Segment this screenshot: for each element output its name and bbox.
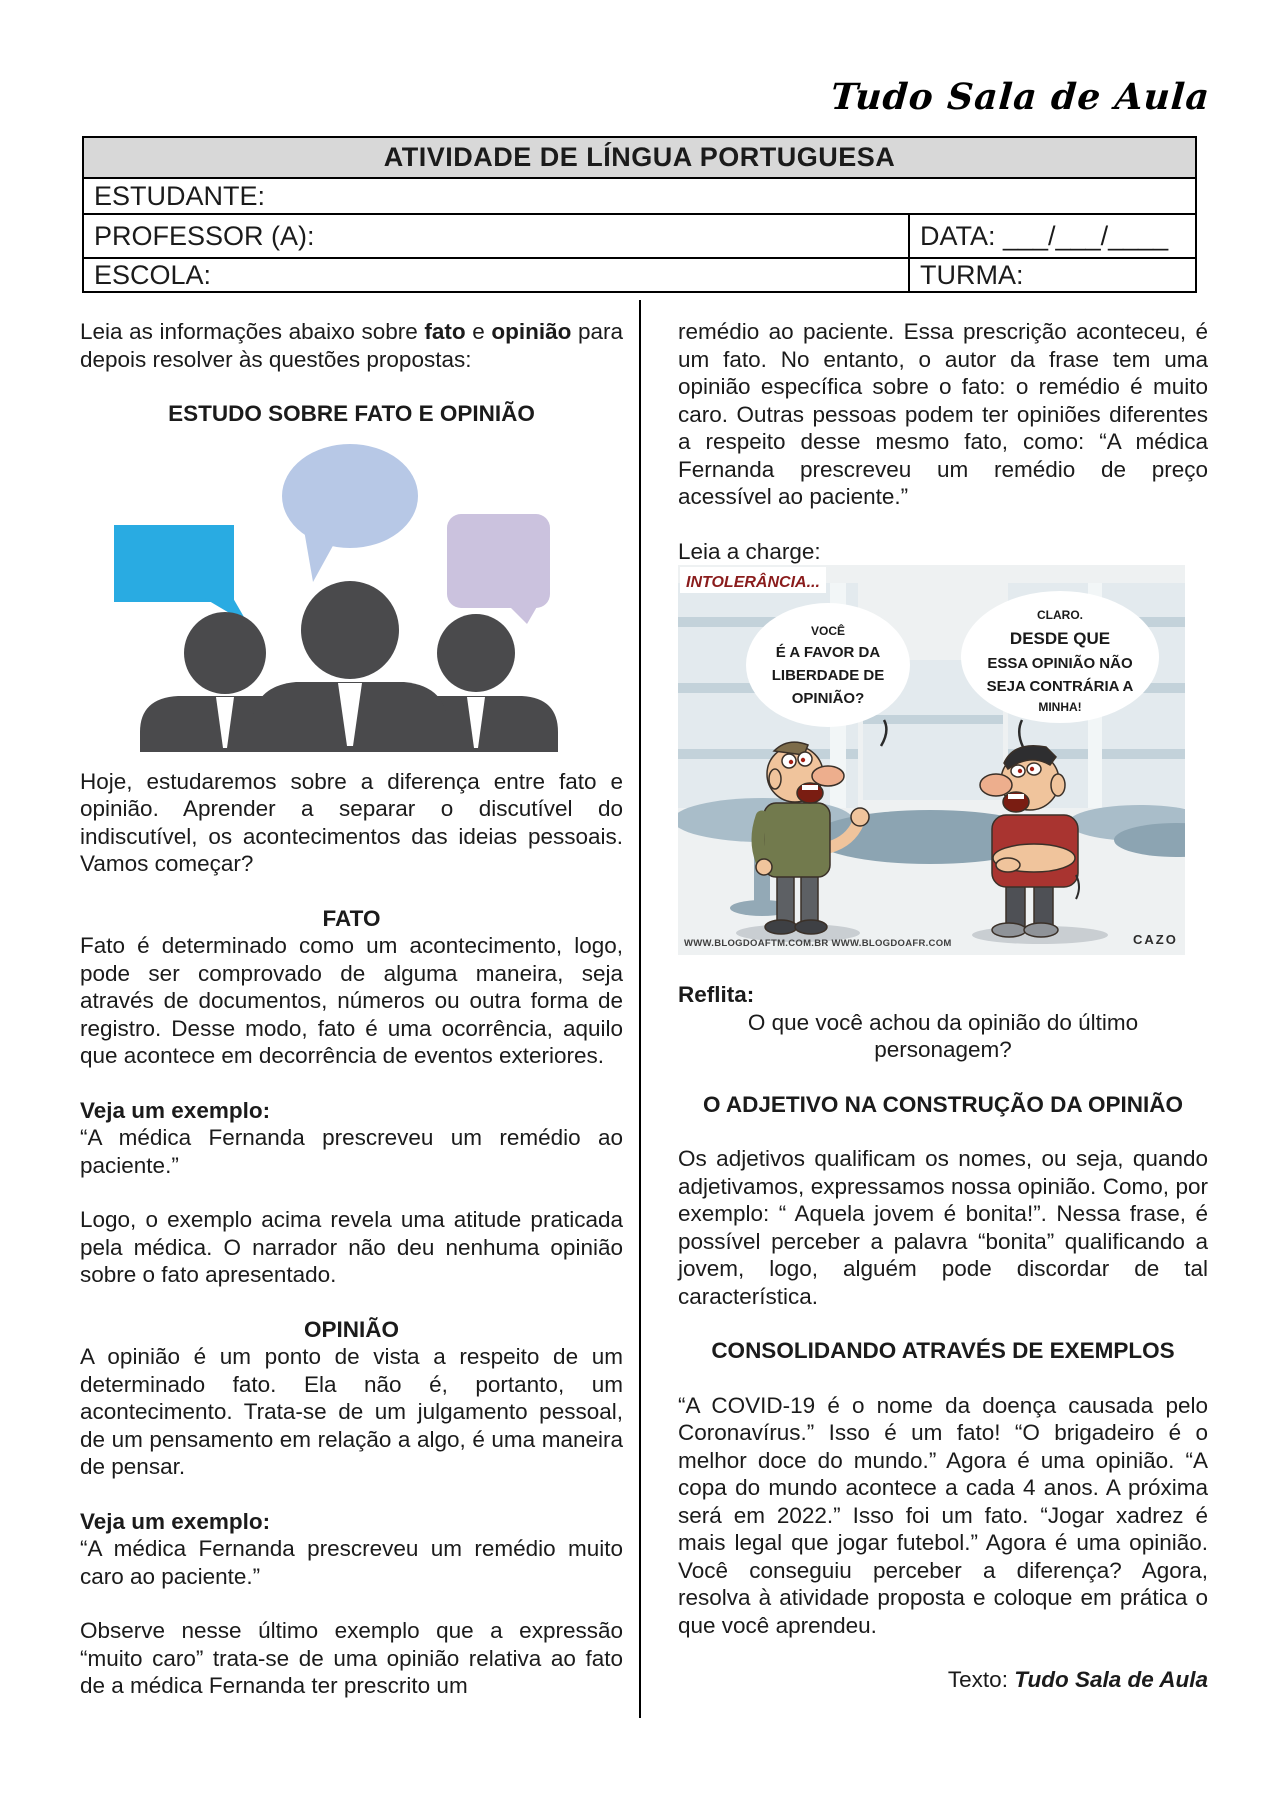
section-title-fato: FATO [322, 905, 381, 931]
example2-text: “A médica Fernanda prescreveu um remédio muito caro ao paciente.” [80, 1536, 623, 1589]
school-row [84, 259, 1195, 291]
example1-label: Veja um exemplo: [80, 1097, 271, 1123]
charge-credits: WWW.BLOGDOAFTM.COM.BR WWW.BLOGDOAFR.COM [684, 938, 952, 949]
date-field: DATA: ___/___/____ [908, 215, 1195, 257]
paragraph-remedio: remédio ao paciente. Essa prescrição aconteceu, é um fato. No entanto, o autor da frase tem uma opinião específica sobre o fato: o remédio é muito caro. Outras pessoas podem ter opiniões diferentes a respeito desse mesmo fato, como: “A médica Fernanda prescreveu um remédio de preço acessível ao paciente.” [678, 319, 1208, 509]
bubble-right-line4: SEJA CONTRÁRIA A [986, 678, 1134, 695]
bubble-right-line2: DESDE QUE [1009, 629, 1111, 648]
bubble-left-line1: VOCÊ [810, 624, 846, 638]
section-title-estudo: ESTUDO SOBRE FATO E OPINIÃO [168, 401, 535, 426]
header-table [82, 136, 1197, 293]
leia-charge-label: Leia a charge: [678, 538, 821, 564]
paragraph-opiniao: A opinião é um ponto de vista a respeito de um determinado fato. Ela não é, portanto, um acontecimento. Trata-se de um julgamento pessoal, de um pensamento em relação a algo, é uma maneira de pensar. [80, 1344, 623, 1479]
fact-opinion-illustration [80, 440, 623, 752]
intro-text-post: para depois resolver às questões propostas: [80, 319, 623, 372]
example1-text: “A médica Fernanda prescreveu um remédio ao paciente.” [80, 1125, 623, 1178]
left-column [80, 318, 623, 1700]
right-column [678, 318, 1208, 1694]
worksheet-title: ATIVIDADE DE LÍNGUA PORTUGUESA [84, 138, 1195, 179]
bubble-left-line4: OPINIÃO? [791, 690, 865, 707]
section-title-consolidando: CONSOLIDANDO ATRAVÉS DE EXEMPLOS [711, 1338, 1175, 1363]
paragraph-fato: Fato é determinado como um acontecimento, logo, pode ser comprovado de alguma maneira, seja através de documentos, números ou outra forma de registro. Desse modo, fato é uma ocorrência, aquilo que acontece em decorrência de eventos exteriores. [80, 933, 623, 1068]
bubble-left-line2: É A FAVOR DA [775, 644, 881, 661]
blue-speech-bubble-icon [114, 525, 234, 602]
intro-text-mid: e [465, 319, 492, 344]
intro-text: Leia as informações abaixo sobre [80, 319, 425, 344]
example2-label: Veja um exemplo: [80, 1508, 271, 1534]
class-field: TURMA: [908, 259, 1195, 291]
bubble-right-line1: CLARO. [1037, 608, 1083, 622]
section-title-adjetivo: O ADJETIVO NA CONSTRUÇÃO DA OPINIÃO [702, 1091, 1184, 1117]
intro-paragraph [80, 318, 623, 373]
intro-bold-fato: fato [424, 319, 466, 344]
text-credit [678, 1666, 1208, 1694]
credit-label: Texto: [947, 1667, 1015, 1692]
section-title-opiniao: OPINIÃO [303, 1316, 399, 1342]
column-divider [639, 300, 641, 1718]
bubble-right-line5: MINHA! [1038, 700, 1082, 714]
professor-field: PROFESSOR (A): [94, 221, 315, 251]
student-name-field: ESTUDANTE: [84, 179, 1195, 215]
paragraph-hoje: Hoje, estudaremos sobre a diferença entre fato e opinião. Aprender a separar o discutível do indiscutível, os acontecimentos das ideias pessoais. Vamos começar? [80, 768, 623, 876]
paragraph-covid: “A COVID-19 é o nome da doença causada pelo Coronavírus.” Isso é um fato! “O brigadeiro é o melhor doce do mundo.” Agora é uma opinião. “A copa do mundo acontece a cada 4 anos. A próxima será em 2022.” Isso foi um fato. “Jogar xadrez é mais legal que jogar futebol.” Agora é uma opinião. Você conseguiu perceber a diferença? Agora, resolva à atividade proposta e coloque em prática o que você aprendeu. [678, 1392, 1208, 1638]
paragraph-logo: Logo, o exemplo acima revela uma atitude praticada pela médica. O narrador não deu nenhuma opinião sobre o fato apresentado. [80, 1207, 623, 1287]
round-speech-bubble-icon [282, 444, 418, 548]
paragraph-adjetivo: Os adjetivos qualificam os nomes, ou seja, quando adjetivamos, expressamos nossa opinião. Como, por exemplo: “ Aquela jovem é bonita!”. Nessa frase, é possível perceber a palavra “bonita” qualificando a jovem, logo, alguém pode discordar de tal característica. [678, 1146, 1208, 1309]
charge-title: INTOLERÂNCIA... [686, 574, 820, 591]
reflita-label: Reflita: [678, 982, 755, 1007]
school-field: ESCOLA: [94, 260, 212, 290]
charge-bubble-left [746, 603, 910, 727]
bubble-right-line3: ESSA OPINIÃO NÃO [987, 655, 1133, 672]
professor-row [84, 215, 1195, 259]
charge-cartoon [678, 565, 1185, 955]
intro-bold-opiniao: opinião [491, 319, 572, 344]
purple-speech-bubble-icon [447, 514, 550, 608]
charge-signature: CAZO [1133, 932, 1178, 947]
paragraph-observe: Observe nesse último exemplo que a expressão “muito caro” trata-se de uma opinião relativa ao fato de a médica Fernanda ter prescrito um [80, 1618, 623, 1698]
credit-name: Tudo Sala de Aula [1014, 1667, 1208, 1692]
bubble-left-line3: LIBERDADE DE [771, 667, 885, 684]
reflita-question: O que você achou da opinião do último personagem? [747, 1009, 1139, 1062]
site-logo: Tudo Sala de Aula [829, 76, 1212, 118]
